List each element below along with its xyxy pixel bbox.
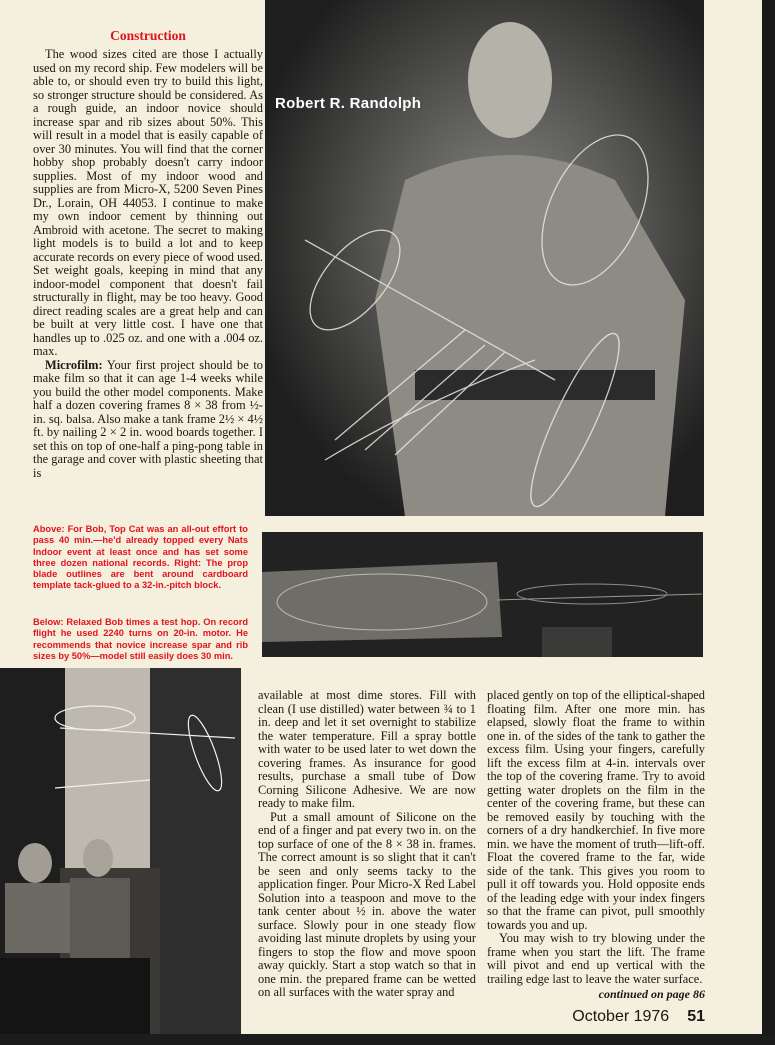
scan-edge-right <box>762 0 775 1045</box>
paragraph: placed gently on top of the elliptical-shaped floating film. After one more min. has elapsed, slowly float the frame to within one in. of the sides of the tank to gather the excess film. Using your fingers, carefully lift the excess film at 4-in. intervals over the top of the covering frame. Try to avoid getting water droplets on the film in the center of the covering frame, but these can be removed easily by touching with the corners of a dry handkerchief. In five more min. we have the moment of truth—lift-off. Float the covered frame to the far, wide side of the tank. This gives you room to pull it off towards you. Hold opposite ends of the leading edge with your index fingers so that the frame can pivot, pull smoothly towards you and up. <box>487 688 705 932</box>
photo-robert-randolph <box>265 0 704 516</box>
column-left <box>33 48 263 480</box>
photo-prop-template <box>262 532 703 657</box>
section-heading: Construction <box>110 28 186 43</box>
photo-illustration <box>265 0 704 516</box>
photo-test-hop <box>0 668 241 1034</box>
paragraph-text: The wood sizes cited are those I actually used on my record ship. Few modelers will be able to, or should even try to build this light, so stronger structure should be considered. As a rough guide, an indoor novice should increase spar and rib sizes about 50%. This will result in a model that is easily capable of over 30 minutes. You will find that the corner hobby shop probably doesn't carry indoor supplies. Most of my indoor wood and supplies are from Micro-X, 5200 Seven Pines Dr., Lorain, OH 44053. I continue to make my own indoor cement by thinning out Ambroid with acetone. The secret to making light models is to build a lot and to keep accurate records on every piece of wood used. Set weight goals, keeping in mind that any indoor-model component that doesn't fail structurally in flight, may be too heavy. Good direct reading scales are a great help and can be built at very little cost. I have one that handles up to .025 oz. and one with a .004 oz. max. <box>33 47 263 358</box>
caption-below: Below: Relaxed Bob times a test hop. On record flight he used 2240 turns on 20-in. motor. He recommends that novice increase spar and rib sizes by 50%—model still easily does 30 min. <box>33 617 248 661</box>
run-in-heading: Microfilm: <box>45 357 103 372</box>
scan-edge-bottom <box>0 1034 775 1045</box>
column-right <box>487 689 705 1026</box>
continued-note: continued on page 86 <box>598 987 705 1001</box>
paragraph: Put a small amount of Silicone on the end of a finger and pat every two in. on the top surface of one of the 8 × 38 in. frames. The correct amount is so slight that it can't be seen and only seems tacky to the application finger. Pour Micro-X Red Label Solution into a teaspoon and move to the tank center about ½ in. above the water surface. Slowly pour in one steady flow avoiding last minute droplets by using your fingers to stop the flow and move spoon away quickly. Start a stop watch so that in one min. the prepared frame can be wetted on all surfaces with the water spray and <box>258 809 476 999</box>
page-footer <box>487 1007 705 1026</box>
caption-above: Above: For Bob, Top Cat was an all-out effort to pass 40 min.—he'd already topped every Nats Indoor event at least once and has set some three dozen national records. Right: The prop blade outlines are bent around cardboard template tack-glued to a 32-in.-pitch block. <box>33 524 248 591</box>
paragraph <box>33 359 263 481</box>
photo-illustration <box>262 532 703 657</box>
column-middle <box>258 689 476 1000</box>
paragraph: You may wish to try blowing under the frame when you start the lift. The frame will pivot and end up vertical with the trailing edge last to leave the water surface. <box>487 931 705 986</box>
photo-illustration <box>0 668 241 1034</box>
paragraph: available at most dime stores. Fill with clean (I use distilled) water between ¾ to 1 in. deep and let it set overnight to stabilize the water temperature. Fill a spray bottle with water to be used later to wet down the covering frames. As insurance for good results, purchase a small tube of Dow Corning Silicone Adhesive. We are now ready to make film. <box>258 688 476 810</box>
paragraph <box>33 48 263 359</box>
page-number: 51 <box>687 1008 705 1025</box>
photo-name-label: Robert R. Randolph <box>275 95 422 112</box>
paragraph-text: Your first project should be to make film so that it can age 1-4 weeks while you build the other model components. Make half a dozen covering frames 8 × 38 from ½-in. sq. balsa. Also make a tank frame 2½ × 4½ ft. by nailing 2 × 2 in. wood boards together. I set this on top of one-half a ping-pong table in the garage and cover with plastic sheeting that is <box>33 357 263 480</box>
issue-date: October 1976 <box>572 1008 670 1025</box>
